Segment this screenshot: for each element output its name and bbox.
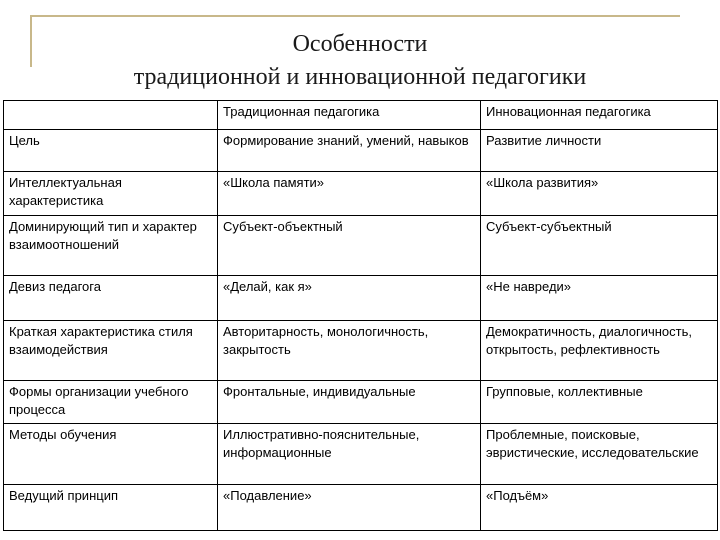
traditional-cell: Авторитарность, монологичность, закрытость bbox=[218, 321, 481, 381]
table-row bbox=[4, 381, 718, 424]
traditional-cell: «Делай, как я» bbox=[218, 276, 481, 321]
header-cell-innovative: Инновационная педагогика bbox=[481, 101, 718, 130]
innovative-cell: Демократичность, диалогичность, открытость, рефлективность bbox=[481, 321, 718, 381]
row-label-cell: Ведущий принцип bbox=[4, 485, 218, 531]
traditional-cell: Формирование знаний, умений, навыков bbox=[218, 130, 481, 172]
row-label-cell: Краткая характеристика стиля взаимодействия bbox=[4, 321, 218, 381]
row-label-cell: Интеллектуальная характеристика bbox=[4, 172, 218, 216]
row-label-cell: Методы обучения bbox=[4, 424, 218, 485]
slide-title-line-2: традиционной и инновационной педагогики bbox=[133, 64, 587, 90]
header-cell-traditional: Традиционная педагогика bbox=[218, 101, 481, 130]
innovative-cell: Проблемные, поисковые, эвристические, исследовательские bbox=[481, 424, 718, 485]
decorative-top-line bbox=[30, 15, 680, 17]
row-label-cell: Цель bbox=[4, 130, 218, 172]
table-row bbox=[4, 216, 718, 276]
row-label-cell: Девиз педагога bbox=[4, 276, 218, 321]
innovative-cell: Групповые, коллективные bbox=[481, 381, 718, 424]
table-row bbox=[4, 321, 718, 381]
traditional-cell: Иллюстративно-пояснительные, информационные bbox=[218, 424, 481, 485]
row-label-cell: Доминирующий тип и характер взаимоотношений bbox=[4, 216, 218, 276]
innovative-cell: «Школа развития» bbox=[481, 172, 718, 216]
traditional-cell: Субъект-объектный bbox=[218, 216, 481, 276]
table-row bbox=[4, 130, 718, 172]
table-row bbox=[4, 172, 718, 216]
table-row bbox=[4, 485, 718, 531]
header-cell-empty bbox=[4, 101, 218, 130]
table-header-row bbox=[4, 101, 718, 130]
table-row bbox=[4, 276, 718, 321]
innovative-cell: Субъект-субъектный bbox=[481, 216, 718, 276]
innovative-cell: Развитие личности bbox=[481, 130, 718, 172]
slide-title-line-1: Особенности bbox=[292, 31, 428, 57]
traditional-cell: «Школа памяти» bbox=[218, 172, 481, 216]
innovative-cell: «Подъём» bbox=[481, 485, 718, 531]
slide-title bbox=[0, 28, 720, 94]
row-label-cell: Формы организации учебного процесса bbox=[4, 381, 218, 424]
innovative-cell: «Не навреди» bbox=[481, 276, 718, 321]
comparison-table bbox=[3, 100, 718, 531]
traditional-cell: Фронтальные, индивидуальные bbox=[218, 381, 481, 424]
traditional-cell: «Подавление» bbox=[218, 485, 481, 531]
table-row bbox=[4, 424, 718, 485]
